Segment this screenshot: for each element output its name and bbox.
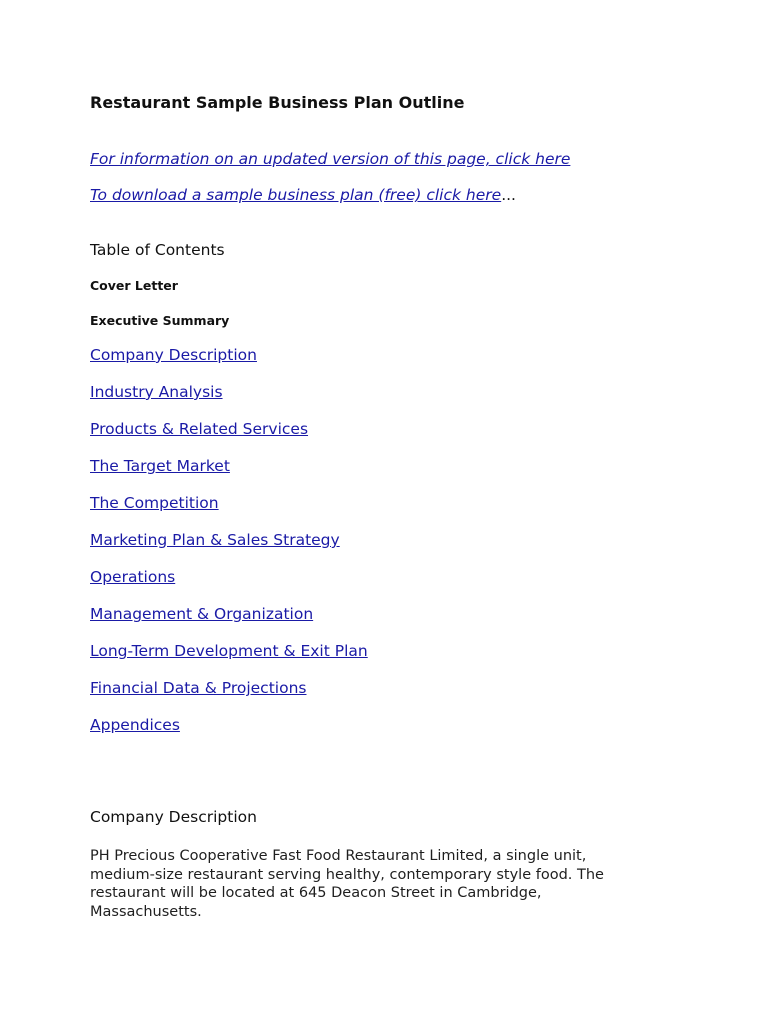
company-description-heading: Company Description: [90, 808, 257, 826]
toc-link-appendices[interactable]: Appendices: [90, 716, 180, 734]
toc-link-products-services[interactable]: Products & Related Services: [90, 420, 309, 438]
toc-item-cover-letter: Cover Letter: [90, 278, 178, 293]
toc-list-item: [90, 641, 368, 678]
toc-link-management[interactable]: Management & Organization: [90, 605, 314, 623]
toc-list-item: [90, 493, 368, 530]
download-ellipsis: ...: [501, 186, 516, 204]
updated-version-link[interactable]: For information on an updated version of this page, click here: [90, 150, 571, 168]
toc-list-item: [90, 419, 368, 456]
download-sample-link[interactable]: To download a sample business plan (free) click here: [90, 186, 502, 204]
toc-list-item: [90, 456, 368, 493]
download-line: [90, 186, 516, 204]
toc-link-industry-analysis[interactable]: Industry Analysis: [90, 383, 223, 401]
toc-list-item: [90, 715, 368, 752]
page-title: Restaurant Sample Business Plan Outline: [90, 93, 465, 112]
toc-link-operations[interactable]: Operations: [90, 568, 176, 586]
toc-link-long-term-development[interactable]: Long-Term Development & Exit Plan: [90, 642, 368, 660]
toc-link-target-market[interactable]: The Target Market: [90, 457, 230, 475]
toc-link-marketing-plan[interactable]: Marketing Plan & Sales Strategy: [90, 531, 340, 549]
toc-list-item: [90, 567, 368, 604]
toc-link-company-description[interactable]: Company Description: [90, 346, 257, 364]
toc-list-item: [90, 678, 368, 715]
toc-item-executive-summary: Executive Summary: [90, 313, 230, 328]
company-description-body: PH Precious Cooperative Fast Food Restaurant Limited, a single unit, medium-size restaurant serving healthy, contemporary style food. The restaurant will be located at 645 Deacon Street in Cambridge, Massachusetts.: [90, 848, 604, 920]
toc-link-financial-data[interactable]: Financial Data & Projections: [90, 679, 307, 697]
toc-heading: Table of Contents: [90, 241, 225, 259]
toc-list-item: [90, 604, 368, 641]
toc-list-item: [90, 345, 368, 382]
toc-link-competition[interactable]: The Competition: [90, 494, 219, 512]
toc-list-item: [90, 382, 368, 419]
toc-list-item: [90, 530, 368, 567]
toc-link-list: [90, 345, 368, 752]
